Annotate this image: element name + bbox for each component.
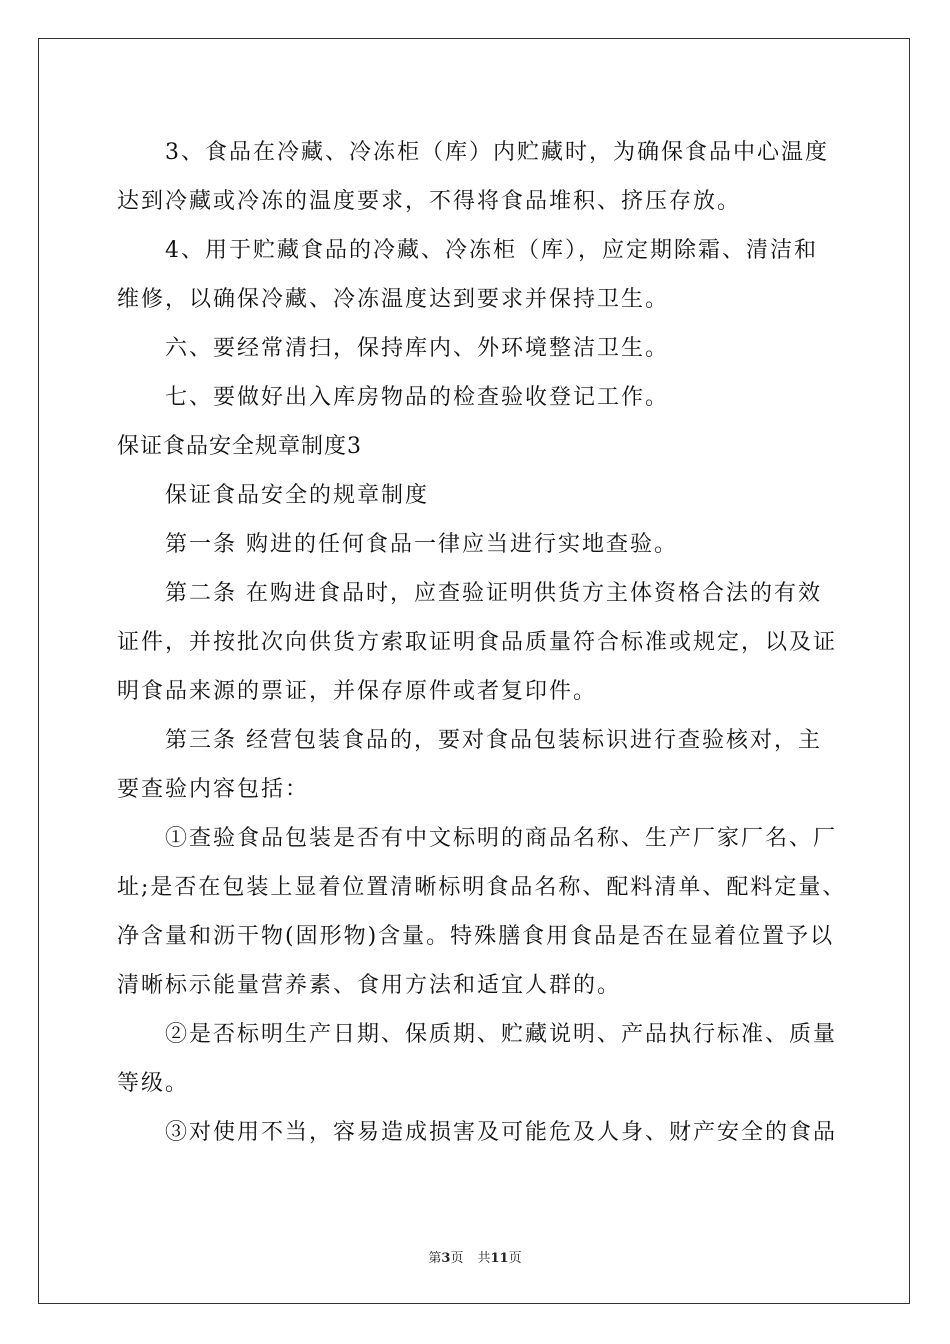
paragraph-line: 六、要经常清扫，保持库内、外环境整洁卫生。 — [165, 336, 670, 361]
paragraph-line: 3、食品在冷藏、冷冻柜（库）内贮藏时，为确保食品中心温度 — [165, 140, 829, 165]
paragraph-line: 等级。 — [117, 1071, 190, 1096]
total-suffix: 页 — [508, 1251, 522, 1266]
paragraph-line: 第三条 经营包装食品的，要对食品包装标识进行查验核对，主 — [165, 728, 822, 753]
paragraph-line: 清晰标示能量营养素、食用方法和适宜人群的。 — [117, 973, 622, 998]
paragraph-line: 维修，以确保冷藏、冷冻温度达到要求并保持卫生。 — [117, 287, 670, 312]
paragraph-line: ③对使用不当，容易造成损害及可能危及人身、财产安全的食品 — [165, 1120, 838, 1145]
page-total: 11 — [490, 1251, 509, 1266]
paragraph-line: ②是否标明生产日期、保质期、贮藏说明、产品执行标准、质量 — [165, 1022, 838, 1047]
page-prefix: 第 — [428, 1251, 442, 1266]
paragraph-line: 要查验内容包括： — [117, 777, 310, 802]
total-prefix: 共 — [477, 1251, 491, 1266]
page-number: 3 — [441, 1251, 451, 1266]
section-subtitle: 保证食品安全的规章制度 — [165, 483, 430, 508]
paragraph-line: 证件，并按批次向供货方索取证明食品质量符合标准或规定，以及证 — [117, 630, 838, 655]
section-heading: 保证食品安全规章制度3 — [117, 434, 362, 459]
paragraph-line: 址;是否在包装上显着位置清晰标明食品名称、配料清单、配料定量、 — [117, 875, 847, 900]
paragraph-line: 净含量和沥干物(固形物)含量。特殊膳食用食品是否在显着位置予以 — [117, 924, 835, 949]
paragraph-line: 达到冷藏或冷冻的温度要求，不得将食品堆积、挤压存放。 — [117, 189, 742, 214]
paragraph-line: 第一条 购进的任何食品一律应当进行实地查验。 — [165, 532, 678, 557]
paragraph-line: 第二条 在购进食品时，应查验证明供货方主体资格合法的有效 — [165, 581, 822, 606]
document-body — [117, 128, 847, 1157]
paragraph-line: 4、用于贮藏食品的冷藏、冷冻柜（库），应定期除霜、清洁和 — [165, 238, 818, 263]
paragraph-line: 七、要做好出入库房物品的检查验收登记工作。 — [165, 385, 670, 410]
paragraph-line: 明食品来源的票证，并保存原件或者复印件。 — [117, 679, 598, 704]
page-suffix: 页 — [450, 1251, 464, 1266]
page-footer — [0, 1247, 950, 1266]
paragraph-line: ①查验食品包装是否有中文标明的商品名称、生产厂家厂名、厂 — [165, 826, 838, 851]
